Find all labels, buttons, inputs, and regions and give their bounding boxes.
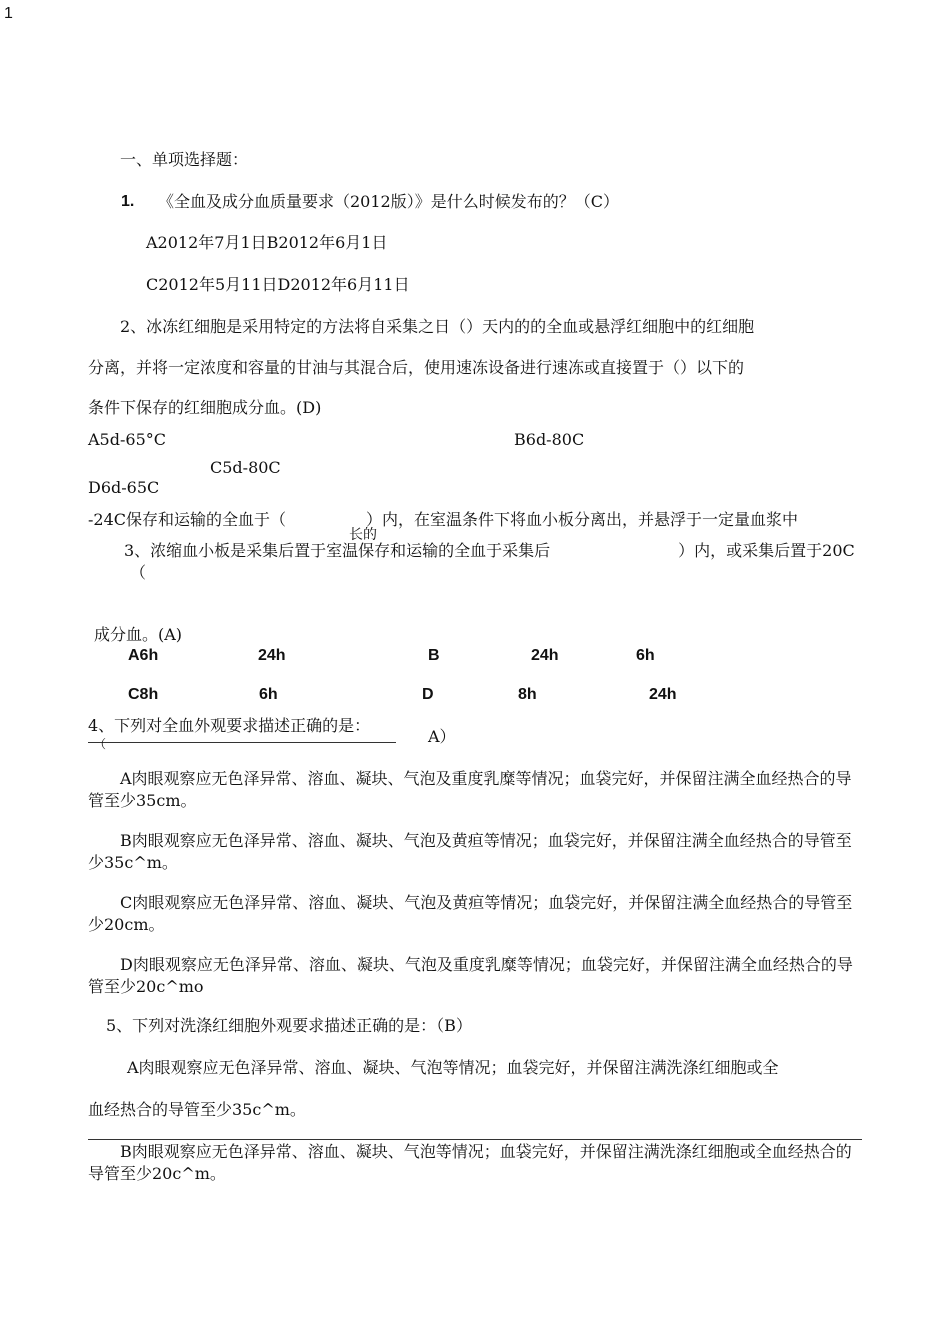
q3-line-b: 3、浓缩血小板是采集后置于室温保存和运输的全血于采集后 ）内，或采集后置于20C	[124, 541, 855, 560]
q1-options-row2: C2012年5月11日D2012年6月11日	[146, 275, 410, 294]
q4-option-d: D肉眼观察应无色泽异常、溶血、凝块、气泡及重度乳糜等情况；血袋完好，并保留注满全血经热合的导管至少20c^mo	[88, 955, 853, 996]
q2-option-a: A5d-65°C	[88, 430, 166, 449]
q1-number: 1.	[121, 193, 135, 210]
q2-line1: 2、冰冻红细胞是采用特定的方法将自采集之日（）天内的的全血或悬浮红细胞中的红细胞	[120, 317, 755, 336]
q4-option-a: A肉眼观察应无色泽异常、溶血、凝块、气泡及重度乳糜等情况；血袋完好，并保留注满全血经热合的导管至少35cm。	[88, 769, 852, 810]
section-title: 一、单项选择题：	[120, 150, 249, 169]
q3-row2-item: 8h	[518, 686, 537, 703]
q3-row1-item: B	[428, 647, 440, 664]
q2-option-b: B6d-80C	[514, 430, 585, 449]
q4-stem: 4、下列对全血外观要求描述正确的是：	[88, 716, 371, 735]
q3-row1-item: A6h	[128, 647, 159, 664]
q3-overlap-text: 长的	[349, 527, 377, 543]
q2-option-c: C5d-80C	[210, 458, 281, 477]
q4-mark: （	[94, 737, 107, 751]
q4-option-b: B肉眼观察应无色泽异常、溶血、凝块、气泡及黄疸等情况；血袋完好，并保留注满全血经热合的导管至少35c^m。	[88, 831, 852, 872]
q3-line-c: 成分血。(A)	[94, 625, 183, 644]
q5-option-a-line1: A肉眼观察应无色泽异常、溶血、凝块、气泡等情况；血袋完好，并保留注满洗涤红细胞或全	[127, 1058, 779, 1077]
q4-answer: A）	[428, 727, 456, 746]
q3-paren: （	[130, 563, 147, 582]
q2-line2: 分离，并将一定浓度和容量的甘油与其混合后，使用速冻设备进行速冻或直接置于（）以下的	[88, 358, 745, 377]
q2-line3: 条件下保存的红细胞成分血。(D)	[88, 398, 322, 417]
q3-row2-item: D	[422, 686, 434, 703]
q4-underline	[88, 742, 396, 743]
q5-option-a-line2: 血经热合的导管至少35c^m。	[88, 1100, 306, 1119]
q5-stem: 5、下列对洗涤红细胞外观要求描述正确的是：（B）	[106, 1016, 472, 1035]
q3-line-a: -24C保存和运输的全血于（ ）内，在室温条件下将血小板分离出，并悬浮于一定量血浆中	[88, 510, 799, 529]
q3-row1-item: 6h	[636, 647, 655, 664]
q3-row2-item: 6h	[259, 686, 278, 703]
q3-row1-item: 24h	[531, 647, 559, 664]
q3-row2-item: 24h	[649, 686, 677, 703]
q3-row2-item: C8h	[128, 686, 159, 703]
q1-options-row1: A2012年7月1日B2012年6月1日	[146, 233, 388, 252]
q2-option-d: D6d-65C	[88, 478, 160, 497]
q5-divider	[88, 1139, 862, 1140]
q4-option-c: C肉眼观察应无色泽异常、溶血、凝块、气泡及黄疸等情况；血袋完好，并保留注满全血经热合的导管至少20cm。	[88, 893, 853, 934]
q3-row1-item: 24h	[258, 647, 286, 664]
q1-stem: 《全血及成分血质量要求（2012版）》是什么时候发布的？（C）	[158, 192, 619, 211]
page-number: 1	[4, 5, 13, 22]
q5-option-b: B肉眼观察应无色泽异常、溶血、凝块、气泡等情况；血袋完好，并保留注满洗涤红细胞或全血经热合的导管至少20c^m。	[88, 1142, 852, 1183]
